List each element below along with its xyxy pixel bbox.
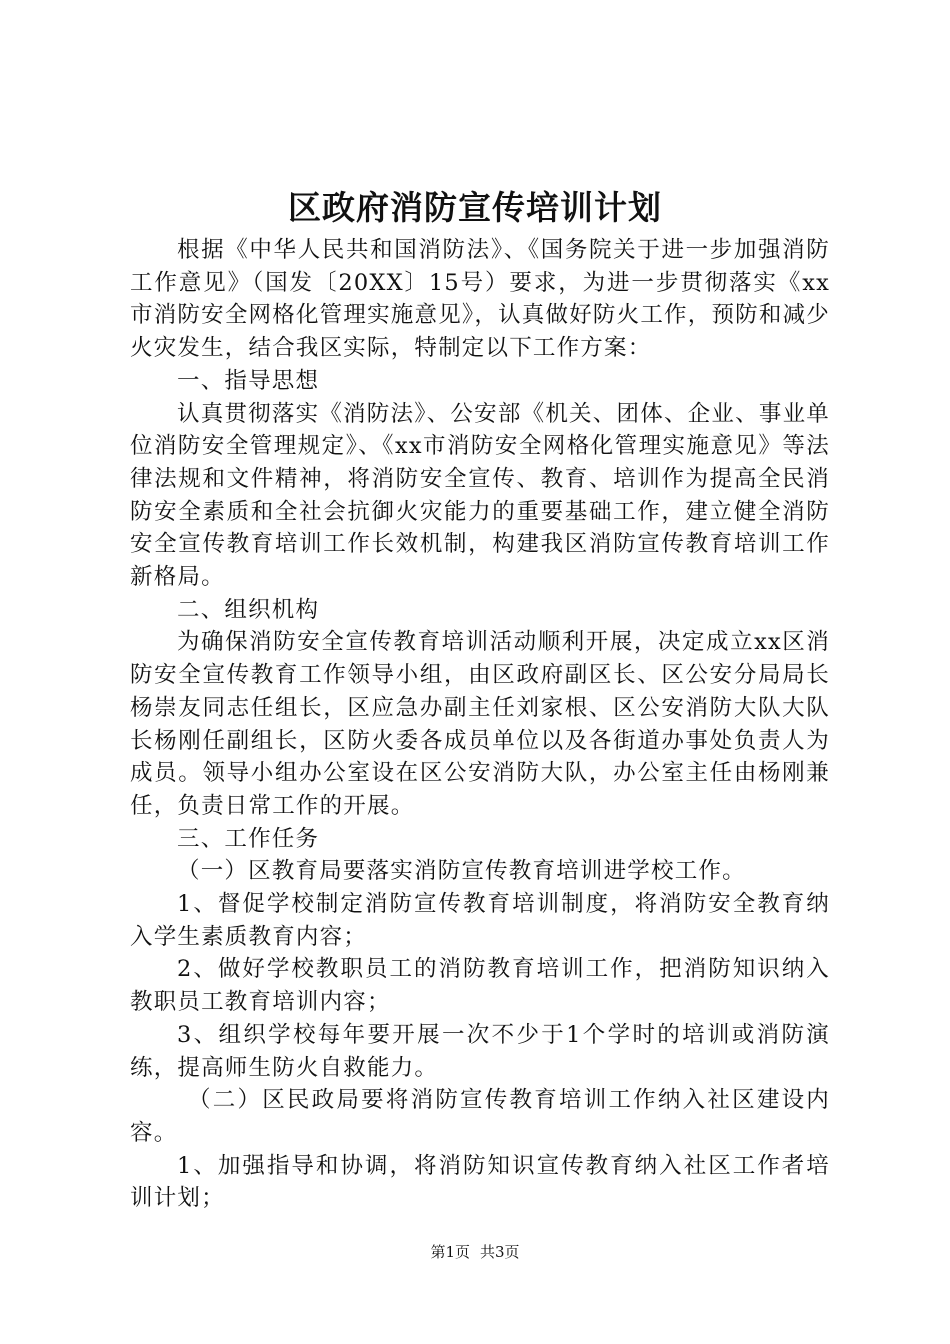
section-heading-guiding-ideology: 一、指导思想 bbox=[177, 367, 320, 394]
section-heading-organization: 二、组织机构 bbox=[177, 596, 320, 623]
page-number: 第1页 bbox=[430, 1243, 470, 1261]
guiding-ideology-paragraph: 认真贯彻落实《消防法》、公安部《机关、团体、企业、事业单位消防安全管理规定》、《xx市消防安全网格化管理实施意见》等法律法规和文件精神，将消防安全宣传、教育、培训作为提高全民消防安全素质和全社会抗御火灾能力的重要基础工作，建立健全消防安全宣传教育培训工作长效机制，构建我区消防宣传教育培训工作新格局。 bbox=[130, 400, 830, 591]
document-title: 区政府消防宣传培训计划 bbox=[288, 188, 662, 227]
subsection-heading-education-bureau: （一）区教育局要落实消防宣传教育培训进学校工作。 bbox=[177, 858, 746, 885]
page-total: 共3页 bbox=[480, 1243, 520, 1261]
list-item-education-2: 2、做好学校教职员工的消防教育培训工作，把消防知识纳入教职员工教育培训内容； bbox=[130, 956, 830, 1016]
intro-paragraph: 根据《中华人民共和国消防法》、《国务院关于进一步加强消防工作意见》（国发〔20XX〕15号）要求，为进一步贯彻落实《xx市消防安全网格化管理实施意见》，认真做好防火工作，预防和减少火灾发生，结合我区实际，特制定以下工作方案： bbox=[130, 237, 830, 362]
organization-paragraph: 为确保消防安全宣传教育培训活动顺利开展，决定成立xx区消防安全宣传教育工作领导小组，由区政府副区长、区公安分局局长杨崇友同志任组长，区应急办副主任刘家根、区公安消防大队大队长杨刚任副组长，区防火委各成员单位以及各街道办事处负责人为成员。领导小组办公室设在区公安消防大队，办公室主任由杨刚兼任，负责日常工作的开展。 bbox=[130, 629, 830, 819]
list-item-education-3: 3、组织学校每年要开展一次不少于1个学时的培训或消防演练，提高师生防火自救能力。 bbox=[130, 1021, 830, 1081]
document-body bbox=[130, 234, 830, 1215]
list-item-civil-affairs-1: 1、加强指导和协调，将消防知识宣传教育纳入社区工作者培训计划； bbox=[130, 1152, 830, 1212]
section-heading-work-tasks: 三、工作任务 bbox=[177, 825, 320, 852]
page-footer bbox=[0, 1242, 950, 1262]
list-item-education-1: 1、督促学校制定消防宣传教育培训制度，将消防安全教育纳入学生素质教育内容； bbox=[130, 891, 830, 950]
subsection-heading-civil-affairs: （二）区民政局要将消防宣传教育培训工作纳入社区建设内容。 bbox=[130, 1087, 830, 1146]
